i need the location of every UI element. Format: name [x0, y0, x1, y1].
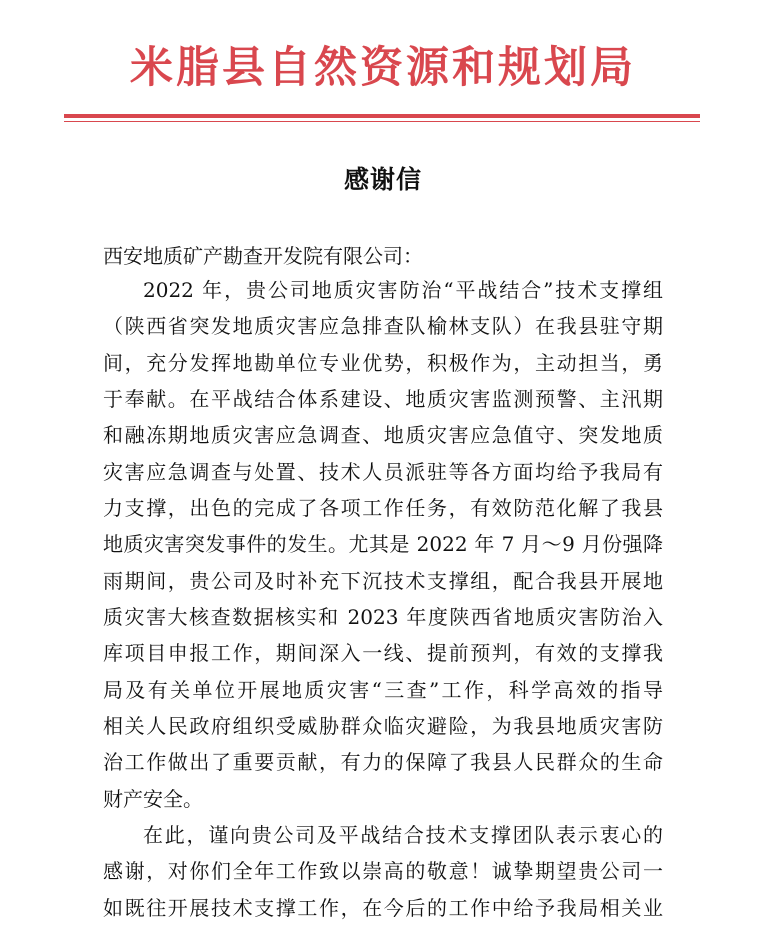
body-paragraph-1 — [103, 272, 663, 817]
paragraph-line: 治工作做出了重要贡献，有力的保障了我县人民群众的生命 — [103, 750, 663, 775]
paragraph-line: 如既往开展技术支撑工作，在今后的工作中给予我局相关业 — [103, 895, 663, 920]
paragraph-line: 灾害应急调查与处置、技术人员派驻等各方面均给予我局有 — [103, 459, 663, 484]
body-paragraph-2 — [103, 817, 663, 926]
paragraph-line: 感谢，对你们全年工作致以崇高的敬意！诚挚期望贵公司一 — [103, 859, 663, 884]
paragraph-line: 力支撑，出色的完成了各项工作任务，有效防范化解了我县 — [103, 496, 663, 521]
letterhead-rule-thick — [64, 114, 700, 118]
paragraph-line: 相关人民政府组织受威胁群众临灾避险，为我县地质灾害防 — [103, 714, 663, 739]
letterhead-rule-thin — [64, 121, 700, 122]
salutation: 西安地质矿产勘查开发院有限公司： — [103, 244, 423, 268]
paragraph-line: 地质灾害突发事件的发生。尤其是 2022 年 7 月～9 月份强降 — [103, 532, 663, 557]
paragraph-line: 间，充分发挥地勘单位专业优势，积极作为，主动担当，勇 — [103, 350, 663, 375]
paragraph-line: 质灾害大核查数据核实和 2023 年度陕西省地质灾害防治入 — [103, 605, 663, 630]
paragraph-line: 雨期间，贵公司及时补充下沉技术支撑组，配合我县开展地 — [103, 568, 663, 593]
paragraph-line: 财产安全。 — [103, 786, 203, 811]
paragraph-line: 在此，谨向贵公司及平战结合技术支撑团队表示衷心的 — [143, 823, 663, 847]
letter-title: 感谢信 — [343, 165, 422, 194]
paragraph-line: 2022 年，贵公司地质灾害防治“平战结合”技术支撑组 — [143, 278, 663, 302]
paragraph-line: 局及有关单位开展地质灾害“三查”工作，科学高效的指导 — [103, 677, 663, 702]
paragraph-line: 库项目申报工作，期间深入一线、提前预判，有效的支撑我 — [103, 641, 663, 666]
paragraph-line: 和融冻期地质灾害应急调查、地质灾害应急值守、突发地质 — [103, 423, 663, 448]
paragraph-line: 于奉献。在平战结合体系建设、地质灾害监测预警、主汛期 — [103, 387, 663, 412]
letterhead-org-name: 米脂县自然资源和规划局 — [130, 43, 636, 93]
paragraph-line: （陕西省突发地质灾害应急排查队榆林支队）在我县驻守期 — [103, 314, 663, 339]
